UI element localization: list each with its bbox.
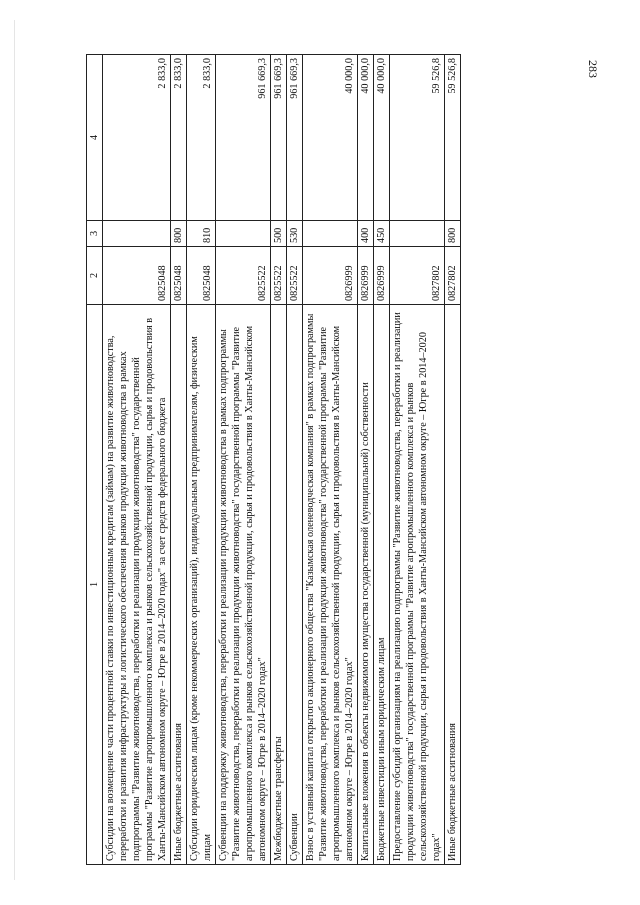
table-row <box>445 55 461 865</box>
row-expense-type: 400 <box>358 221 374 247</box>
row-expense-type <box>103 221 171 247</box>
row-code: 0827802 <box>445 247 461 305</box>
row-amount: 2 833,0 <box>187 55 216 221</box>
row-description: Иные бюджетные ассигнования <box>171 305 187 865</box>
row-description: Субвенции <box>287 305 303 865</box>
table-row <box>216 55 271 865</box>
table-row <box>271 55 287 865</box>
row-amount: 961 669,3 <box>287 55 303 221</box>
row-description: Бюджетные инвестиции иным юридическим лицам <box>374 305 390 865</box>
row-description: Межбюджетные трансферты <box>271 305 287 865</box>
row-code: 0826999 <box>358 247 374 305</box>
row-code: 0825522 <box>216 247 271 305</box>
row-code: 0825048 <box>187 247 216 305</box>
row-amount: 2 833,0 <box>103 55 171 221</box>
row-amount: 59 526,8 <box>390 55 445 221</box>
table-row <box>103 55 171 865</box>
row-amount: 40 000,0 <box>358 55 374 221</box>
row-description: Предоставление субсидий организациям на реализацию подпрограммы "Развитие животноводства, переработки и реализации продукции животноводства" государственной программы "Развитие агропромышленного комплекса и рынков сельскохозяйственной продукции, сырья и продовольствия в Ханты-Мансийском автономном округе – Югре в 2014–2020 годах" <box>390 305 445 865</box>
row-expense-type: 500 <box>271 221 287 247</box>
table-row <box>171 55 187 865</box>
row-expense-type: 530 <box>287 221 303 247</box>
row-expense-type <box>390 221 445 247</box>
table-row <box>187 55 216 865</box>
row-code: 0827802 <box>390 247 445 305</box>
row-code: 0825522 <box>287 247 303 305</box>
row-description: Субсидии на возмещение части процентной ставки по инвестиционным кредитам (займам) на развитие животноводства, переработки и развития инфраструктуры и логистического обеспечения рынков продукции животноводства в рамках подпрограммы "Развитие животноводства, переработки и реализации продукции животноводства" государственной программы "Развитие агропромышленного комплекса и рынков сельскохозяйственной продукции, сырья и продовольствия в Ханты-Мансийском автономном округе – Югре в 2014–2020 годах" за счет средств федерального бюджета <box>103 305 171 865</box>
row-code: 0825048 <box>103 247 171 305</box>
row-code: 0825048 <box>171 247 187 305</box>
row-code: 0826999 <box>374 247 390 305</box>
page-number: 283 <box>586 60 600 78</box>
table-row <box>358 55 374 865</box>
table-row <box>287 55 303 865</box>
table-row <box>374 55 390 865</box>
table-header-row <box>87 55 103 865</box>
header-col-4: 4 <box>87 55 103 221</box>
row-expense-type: 800 <box>445 221 461 247</box>
row-amount: 961 669,3 <box>216 55 271 221</box>
budget-table <box>86 54 461 865</box>
row-description: Субвенции на поддержку животноводства, переработки и реализации продукции животноводства в рамках подпрограммы "Развитие животноводства, переработки и реализации продукции животноводства" государственной программы "Развитие агропромышленного комплекса и рынков сельскохозяйственной продукции, сырья и продовольствия в Ханты-Мансийском автономном округе – Югре в 2014–2020 годах" <box>216 305 271 865</box>
row-amount: 40 000,0 <box>374 55 390 221</box>
scan-edge-line <box>14 20 15 880</box>
row-code: 0825522 <box>271 247 287 305</box>
rotated-table-container <box>86 55 556 865</box>
row-expense-type: 810 <box>187 221 216 247</box>
row-amount: 961 669,3 <box>271 55 287 221</box>
header-col-2: 2 <box>87 247 103 305</box>
row-expense-type <box>303 221 358 247</box>
row-amount: 40 000,0 <box>303 55 358 221</box>
header-col-1: 1 <box>87 305 103 865</box>
row-expense-type: 800 <box>171 221 187 247</box>
header-col-3: 3 <box>87 221 103 247</box>
row-description: Иные бюджетные ассигнования <box>445 305 461 865</box>
row-amount: 59 526,8 <box>445 55 461 221</box>
row-description: Взнос в уставный капитал открытого акционерного общества "Казымская оленеводческая компания" в рамках подпрограммы "Развитие животноводства, переработки и реализации продукции животноводства" государственной программы "Развитие агропромышленного комплекса и рынков сельскохозяйственной продукции, сырья и продовольствия в Ханты-Мансийском автономном округе – Югре в 2014–2020 годах" <box>303 305 358 865</box>
table-row <box>303 55 358 865</box>
row-description: Капитальные вложения в объекты недвижимого имущества государственной (муниципальной) собственности <box>358 305 374 865</box>
row-amount: 2 833,0 <box>171 55 187 221</box>
row-description: Субсидии юридическим лицам (кроме некоммерческих организаций), индивидуальным предпринимателям, физическим лицам <box>187 305 216 865</box>
row-expense-type <box>216 221 271 247</box>
row-expense-type: 450 <box>374 221 390 247</box>
row-code: 0826999 <box>303 247 358 305</box>
table-row <box>390 55 445 865</box>
